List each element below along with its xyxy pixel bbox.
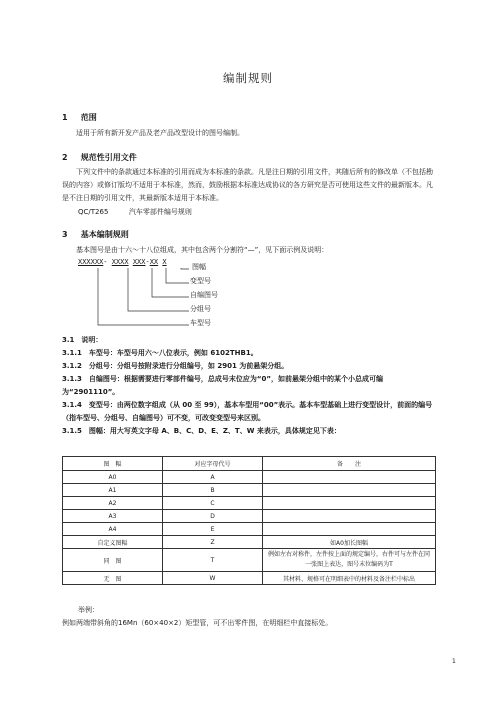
item-3-1-4: 3.1.4 变型号：由两位数字组成（从 00 至 99），基本车型用“00”表示。基本车型基础上进行变型设计，前面的编号（指车型号、分组号、自编图号）可不变，可改变变型号来区别。	[62, 401, 433, 422]
table-cell	[263, 523, 436, 536]
section-2-body: 下列文件中的条款通过本标准的引用而成为本标准的条款。凡是注日期的引用文件，其随后所有的修改单（不包括勘误的内容）或修订版均不适用于本标准，然而，鼓励根据本标准达成协议的各方研究是否可使用这些文件的最新版本。凡是不注日期的引用文件，其最新版本适用于本标准。	[62, 168, 433, 202]
code-separator-2: -	[145, 258, 150, 266]
page-number: 1	[452, 658, 456, 665]
table-row	[63, 523, 436, 536]
table-cell: A4	[63, 523, 163, 536]
table-cell: A0	[63, 471, 163, 484]
section-1-number: 1	[62, 113, 68, 122]
table-cell: A1	[63, 484, 163, 497]
label-group: 分组号	[190, 305, 211, 313]
table-cell: A2	[63, 497, 163, 510]
table-cell: Z	[163, 536, 263, 549]
table-header-cell: 图 幅	[63, 457, 163, 471]
table-cell: E	[163, 523, 263, 536]
table-cell: A3	[63, 510, 163, 523]
table-cell	[263, 510, 436, 523]
item-3-1-3: 3.1.3 自编图号：根据需要进行零部件编号，总成号末位应为“0”，如前悬架分组中的某个小总成可编为“2901110”。	[62, 375, 384, 396]
table-cell: 无 图	[63, 572, 163, 585]
reference-title: 汽车零部件编号规则	[128, 208, 192, 216]
table-row	[63, 572, 436, 585]
section-3-title: 基本编制规则	[80, 230, 129, 239]
table-cell: 自定义图幅	[63, 536, 163, 549]
table-cell	[263, 471, 436, 484]
table-header-row	[63, 457, 436, 471]
section-2-title: 规范性引用文件	[80, 153, 137, 162]
sheet-size-table	[62, 456, 436, 585]
example-text: 例如两端带斜角的16Mn（60×40×2）矩型管，可不出零件图，在明细栏中直接标处。	[62, 619, 333, 627]
table-cell: A	[163, 471, 263, 484]
section-1-body: 适用于所有新开发产品及老产品改型设计的图号编制。	[76, 129, 244, 137]
section-1-title: 范围	[80, 113, 97, 122]
table-row	[63, 510, 436, 523]
item-3-1-2: 3.1.2 分组号：分组号按附录进行分组编号，如 2901 为前悬架分组。	[62, 362, 289, 370]
section-3-number: 3	[62, 230, 68, 239]
table-cell: C	[163, 497, 263, 510]
table-cell: W	[163, 572, 263, 585]
table-header-cell: 备 注	[263, 457, 436, 471]
table-cell: D	[163, 510, 263, 523]
section-3-intro: 基本图号是由十六～十八位组成，其中包含两个分割符“—”，见下面示例及说明：	[76, 246, 329, 254]
table-cell: B	[163, 484, 263, 497]
code-self-number: XXX	[132, 258, 146, 266]
reference-code: QC/T265	[78, 208, 109, 216]
item-3-1-1: 3.1.1 车型号：车型号用六～八位表示，例如 6102THB1。	[62, 349, 258, 357]
item-3-1-5: 3.1.5 图幅：用大写英文字母 A、B、C、D、E、Z、T、W 来表示，具体规定见下表：	[62, 427, 341, 435]
code-variant: XX	[149, 258, 159, 266]
table-cell: 同 图	[63, 549, 163, 572]
table-cell: T	[163, 549, 263, 572]
table-row	[63, 471, 436, 484]
table-row	[63, 549, 436, 572]
table-cell	[263, 484, 436, 497]
table-cell: 其材料、规格可在明细表中的材料及备注栏中标出	[263, 572, 436, 585]
example-label: 举例：	[78, 606, 99, 614]
code-sheet-size: X	[162, 258, 167, 266]
table-cell	[263, 497, 436, 510]
section-2-number: 2	[62, 153, 68, 162]
page-title: 编制规则	[223, 71, 273, 85]
table-row	[63, 484, 436, 497]
example-block	[62, 604, 333, 630]
code-vehicle-model: XXXXXX	[78, 258, 104, 266]
table-cell: 如A0加长图幅	[263, 536, 436, 549]
label-sheet-size: 图幅	[192, 263, 206, 271]
subsection-3-1-title: 3.1 说明：	[62, 336, 103, 344]
code-group: XXXX	[111, 258, 129, 266]
table-row	[63, 536, 436, 549]
table-header-cell: 对应字母代号	[163, 457, 263, 471]
label-self-number: 自编图号	[190, 291, 218, 299]
code-separator-1: -	[103, 258, 112, 266]
label-variant: 变型号	[190, 277, 211, 285]
label-vehicle-model: 车型号	[190, 319, 211, 327]
table-cell: 例如左右对称件，左件按上面的规定编号，右件可与左件在同一张图上表达，图号末位编码为T	[263, 549, 436, 572]
table-row	[63, 497, 436, 510]
